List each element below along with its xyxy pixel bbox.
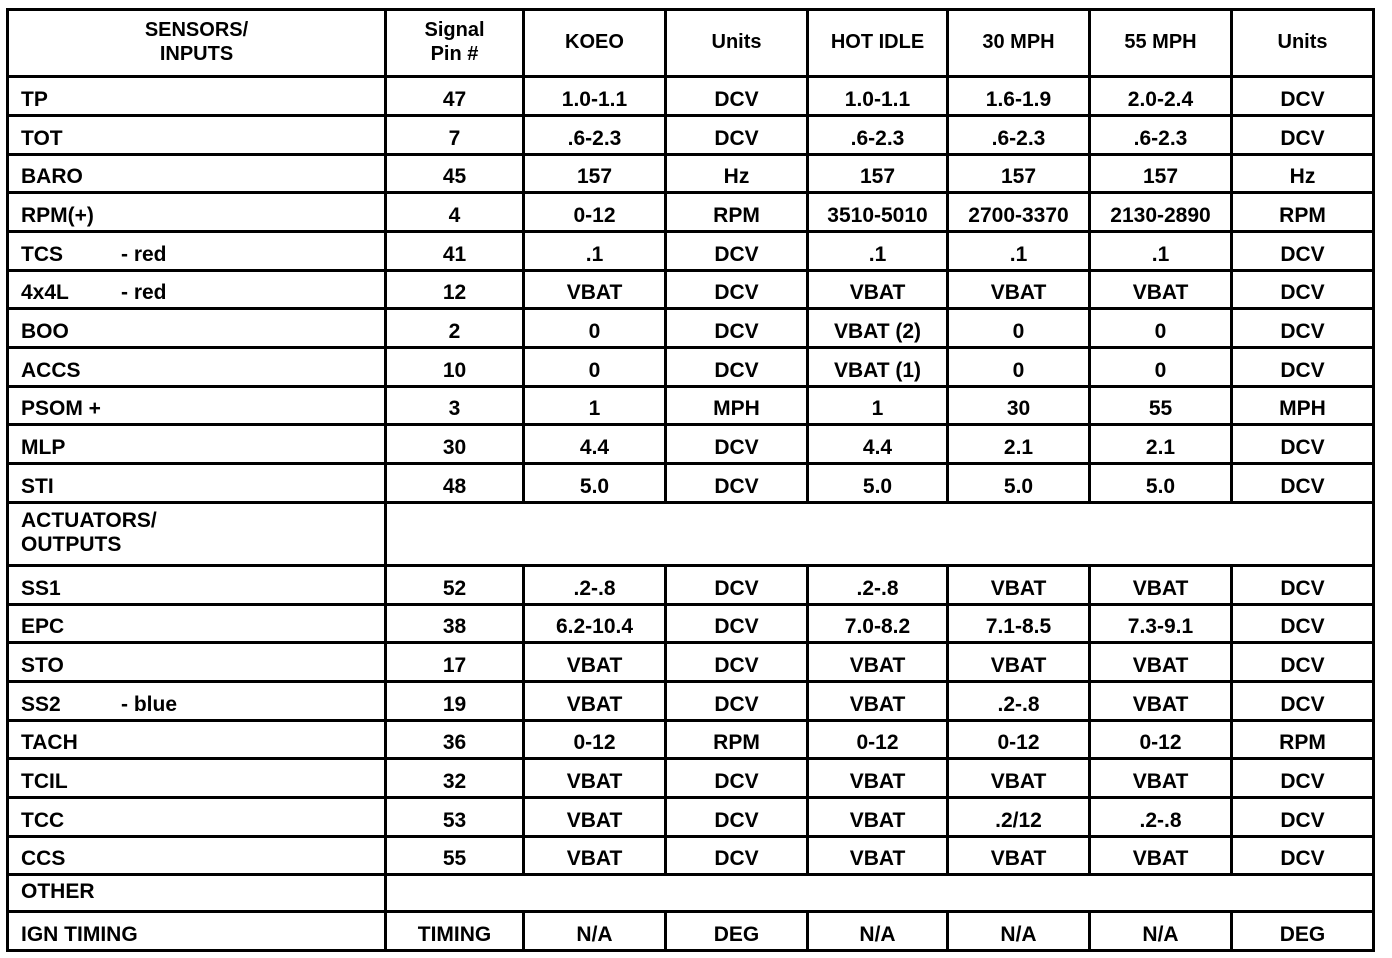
table-row [8, 309, 1374, 348]
mph55-cell: 5.0 [1090, 464, 1232, 503]
koeo-cell: .2-.8 [524, 565, 666, 604]
units-cell: DCV [666, 270, 808, 309]
row-label-wrap [21, 923, 384, 947]
koeo-cell: .1 [524, 231, 666, 270]
table-row [8, 386, 1374, 425]
hot-idle-cell: 157 [808, 154, 948, 193]
row-name: TCC [21, 808, 65, 832]
units-cell-2: DCV [1232, 681, 1374, 720]
units-cell: DCV [666, 348, 808, 387]
table-row [8, 77, 1374, 116]
mph55-cell: VBAT [1090, 270, 1232, 309]
hot-idle-cell: .2-.8 [808, 565, 948, 604]
row-name: TOT [21, 126, 63, 150]
koeo-cell: VBAT [524, 798, 666, 837]
units-cell: DCV [666, 77, 808, 116]
units-cell: DCV [666, 425, 808, 464]
table-body [8, 10, 1374, 951]
koeo-cell: VBAT [524, 836, 666, 875]
table-row [8, 115, 1374, 154]
mph55-cell: 7.3-9.1 [1090, 604, 1232, 643]
row-label-cell [8, 425, 386, 464]
row-label-wrap [21, 847, 384, 871]
koeo-cell: 6.2-10.4 [524, 604, 666, 643]
units-cell: RPM [666, 193, 808, 232]
units-header-1: Units [666, 10, 808, 77]
row-wire-note: - red [121, 281, 167, 305]
row-label-cell [8, 115, 386, 154]
row-name: TCIL [21, 770, 68, 794]
row-label-cell [8, 643, 386, 682]
row-label-cell [8, 77, 386, 116]
signal-pin-header [386, 10, 524, 77]
mph55-cell: VBAT [1090, 643, 1232, 682]
mph30-cell: 5.0 [948, 464, 1090, 503]
row-label-wrap [21, 809, 384, 833]
units-cell-2: DCV [1232, 565, 1374, 604]
mph30-cell: .1 [948, 231, 1090, 270]
row-name: 4x4L [21, 281, 69, 305]
mph55-header: 55 MPH [1090, 10, 1232, 77]
row-label-cell [8, 309, 386, 348]
signal-pin-cell: 3 [386, 386, 524, 425]
units-cell: DCV [666, 759, 808, 798]
row-name: MLP [21, 436, 66, 460]
koeo-cell: 0 [524, 348, 666, 387]
hot-idle-cell: N/A [808, 912, 948, 951]
units-cell-2: DCV [1232, 464, 1374, 503]
other-section-title [8, 875, 386, 912]
row-name: PSOM + [21, 397, 101, 421]
hot-idle-cell: 7.0-8.2 [808, 604, 948, 643]
table-row [8, 836, 1374, 875]
hot-idle-cell: 0-12 [808, 720, 948, 759]
row-label-wrap [21, 615, 384, 639]
hot-idle-cell: 3510-5010 [808, 193, 948, 232]
table-row [8, 348, 1374, 387]
mph30-cell: VBAT [948, 270, 1090, 309]
koeo-cell: VBAT [524, 681, 666, 720]
row-name: CCS [21, 847, 66, 871]
koeo-cell: VBAT [524, 759, 666, 798]
units-header-2: Units [1232, 10, 1374, 77]
units-cell: MPH [666, 386, 808, 425]
table-row [8, 720, 1374, 759]
row-label-cell [8, 348, 386, 387]
koeo-cell: 5.0 [524, 464, 666, 503]
koeo-cell: 0 [524, 309, 666, 348]
mph55-cell: 2130-2890 [1090, 193, 1232, 232]
hot-idle-cell: VBAT [808, 798, 948, 837]
koeo-cell: N/A [524, 912, 666, 951]
row-label-wrap [21, 475, 384, 499]
koeo-cell: 1.0-1.1 [524, 77, 666, 116]
row-label-cell [8, 720, 386, 759]
signal-pin-cell: 47 [386, 77, 524, 116]
mph55-cell: 2.1 [1090, 425, 1232, 464]
row-label-cell [8, 154, 386, 193]
row-name: STO [21, 653, 64, 677]
signal-header-line2: Pin # [430, 43, 479, 66]
koeo-cell: VBAT [524, 643, 666, 682]
table-row [8, 798, 1374, 837]
row-label-wrap [21, 397, 384, 421]
mph30-cell: 1.6-1.9 [948, 77, 1090, 116]
row-label-wrap [21, 243, 384, 267]
signal-pin-cell: 17 [386, 643, 524, 682]
units-cell-2: DEG [1232, 912, 1374, 951]
other-section-blank [386, 875, 1374, 912]
signal-pin-cell: 41 [386, 231, 524, 270]
mph55-cell: N/A [1090, 912, 1232, 951]
units-cell: DCV [666, 798, 808, 837]
row-label-cell [8, 270, 386, 309]
sensor-spec-table [6, 8, 1375, 952]
row-label-cell [8, 231, 386, 270]
row-name: TCS [21, 242, 63, 266]
units-cell-2: DCV [1232, 759, 1374, 798]
row-label-wrap [21, 204, 384, 228]
signal-pin-cell: 52 [386, 565, 524, 604]
signal-pin-cell: 36 [386, 720, 524, 759]
units-cell-2: DCV [1232, 836, 1374, 875]
mph55-cell: VBAT [1090, 565, 1232, 604]
mph30-cell: 0-12 [948, 720, 1090, 759]
row-label-wrap [21, 577, 384, 601]
actuators-title-line2: OUTPUTS [21, 532, 122, 556]
units-cell-2: RPM [1232, 720, 1374, 759]
table-row [8, 912, 1374, 951]
signal-pin-cell: 19 [386, 681, 524, 720]
table-row [8, 231, 1374, 270]
row-name: BOO [21, 320, 69, 344]
hot-idle-cell: VBAT [808, 681, 948, 720]
row-label-wrap [21, 127, 384, 151]
mph55-cell: 55 [1090, 386, 1232, 425]
koeo-cell: 1 [524, 386, 666, 425]
row-label-wrap [21, 165, 384, 189]
mph30-cell: 0 [948, 348, 1090, 387]
hot-idle-cell: VBAT (2) [808, 309, 948, 348]
signal-pin-cell: 38 [386, 604, 524, 643]
row-label-cell [8, 759, 386, 798]
signal-pin-cell: 30 [386, 425, 524, 464]
units-cell-2: Hz [1232, 154, 1374, 193]
row-label-cell [8, 464, 386, 503]
koeo-cell: VBAT [524, 270, 666, 309]
units-cell: DCV [666, 115, 808, 154]
mph30-cell: VBAT [948, 565, 1090, 604]
row-label-wrap [21, 436, 384, 460]
koeo-cell: .6-2.3 [524, 115, 666, 154]
hot-idle-cell: .6-2.3 [808, 115, 948, 154]
actuators-section-title [8, 502, 386, 565]
signal-pin-cell: 45 [386, 154, 524, 193]
other-title-line1: OTHER [21, 880, 95, 904]
koeo-cell: 157 [524, 154, 666, 193]
row-label-wrap [21, 770, 384, 794]
units-cell: DCV [666, 836, 808, 875]
hot-idle-cell: 5.0 [808, 464, 948, 503]
row-label-wrap [21, 359, 384, 383]
signal-pin-cell: 4 [386, 193, 524, 232]
mph30-cell: VBAT [948, 643, 1090, 682]
row-name: IGN TIMING [21, 923, 138, 946]
units-cell: DCV [666, 565, 808, 604]
header-row [8, 10, 1374, 77]
units-cell: RPM [666, 720, 808, 759]
row-wire-note: - blue [121, 692, 177, 716]
row-name: TACH [21, 731, 78, 755]
mph30-header: 30 MPH [948, 10, 1090, 77]
units-cell: DEG [666, 912, 808, 951]
units-cell-2: MPH [1232, 386, 1374, 425]
mph30-cell: N/A [948, 912, 1090, 951]
units-cell-2: DCV [1232, 425, 1374, 464]
row-label-cell [8, 912, 386, 951]
table-row [8, 154, 1374, 193]
row-label-cell [8, 604, 386, 643]
koeo-cell: 4.4 [524, 425, 666, 464]
hot-idle-cell: VBAT [808, 836, 948, 875]
sensors-inputs-header [8, 10, 386, 77]
row-label-cell [8, 681, 386, 720]
signal-header-line1: Signal [424, 19, 485, 42]
mph55-cell: VBAT [1090, 681, 1232, 720]
mph30-cell: .2/12 [948, 798, 1090, 837]
mph55-cell: .1 [1090, 231, 1232, 270]
signal-pin-cell: TIMING [386, 912, 524, 951]
units-cell-2: DCV [1232, 115, 1374, 154]
sensors-header-line2: INPUTS [159, 43, 234, 66]
row-label-wrap [21, 320, 384, 344]
mph30-cell: .2-.8 [948, 681, 1090, 720]
mph55-cell: 0-12 [1090, 720, 1232, 759]
row-wire-note: - red [121, 242, 167, 266]
table-row [8, 193, 1374, 232]
row-name: SS2 [21, 692, 61, 716]
koeo-cell: 0-12 [524, 193, 666, 232]
row-name: RPM(+) [21, 203, 94, 227]
mph30-cell: 2.1 [948, 425, 1090, 464]
table-row [8, 464, 1374, 503]
table-row [8, 565, 1374, 604]
row-label-cell [8, 193, 386, 232]
mph55-cell: VBAT [1090, 759, 1232, 798]
signal-pin-cell: 53 [386, 798, 524, 837]
hot-idle-cell: 1.0-1.1 [808, 77, 948, 116]
units-cell-2: DCV [1232, 348, 1374, 387]
units-cell: DCV [666, 309, 808, 348]
units-cell: DCV [666, 681, 808, 720]
units-cell: DCV [666, 643, 808, 682]
units-cell: DCV [666, 604, 808, 643]
hot-idle-cell: VBAT [808, 270, 948, 309]
row-name: TP [21, 87, 48, 111]
table-row [8, 425, 1374, 464]
mph30-cell: 7.1-8.5 [948, 604, 1090, 643]
other-section-row [8, 875, 1374, 912]
table-row [8, 604, 1374, 643]
actuators-title-line1: ACTUATORS/ [21, 508, 157, 532]
koeo-header: KOEO [524, 10, 666, 77]
units-cell-2: DCV [1232, 643, 1374, 682]
signal-pin-cell: 48 [386, 464, 524, 503]
mph55-cell: .6-2.3 [1090, 115, 1232, 154]
units-cell-2: DCV [1232, 309, 1374, 348]
hot-idle-cell: 4.4 [808, 425, 948, 464]
hot-idle-cell: VBAT (1) [808, 348, 948, 387]
hot-idle-cell: VBAT [808, 643, 948, 682]
row-name: ACCS [21, 358, 81, 382]
table-row [8, 270, 1374, 309]
row-label-cell [8, 836, 386, 875]
signal-pin-cell: 55 [386, 836, 524, 875]
row-name: STI [21, 474, 54, 498]
mph30-cell: 2700-3370 [948, 193, 1090, 232]
row-name: EPC [21, 615, 65, 639]
mph55-cell: VBAT [1090, 836, 1232, 875]
table-row [8, 681, 1374, 720]
signal-pin-cell: 2 [386, 309, 524, 348]
mph55-cell: .2-.8 [1090, 798, 1232, 837]
hot-idle-cell: 1 [808, 386, 948, 425]
hot-idle-cell: VBAT [808, 759, 948, 798]
table-row [8, 643, 1374, 682]
mph30-cell: 157 [948, 154, 1090, 193]
units-cell-2: DCV [1232, 798, 1374, 837]
row-label-wrap [21, 88, 384, 112]
units-cell: Hz [666, 154, 808, 193]
actuators-section-blank [386, 502, 1374, 565]
mph30-cell: 0 [948, 309, 1090, 348]
units-cell: DCV [666, 464, 808, 503]
mph55-cell: 0 [1090, 348, 1232, 387]
hot-idle-header: HOT IDLE [808, 10, 948, 77]
signal-pin-cell: 7 [386, 115, 524, 154]
units-cell-2: RPM [1232, 193, 1374, 232]
row-name: SS1 [21, 576, 61, 600]
units-cell-2: DCV [1232, 231, 1374, 270]
mph30-cell: 30 [948, 386, 1090, 425]
hot-idle-cell: .1 [808, 231, 948, 270]
units-cell: DCV [666, 231, 808, 270]
row-label-wrap [21, 654, 384, 678]
row-label-cell [8, 386, 386, 425]
mph55-cell: 157 [1090, 154, 1232, 193]
units-cell-2: DCV [1232, 270, 1374, 309]
signal-pin-cell: 10 [386, 348, 524, 387]
row-name: BARO [21, 165, 83, 189]
table-row [8, 759, 1374, 798]
signal-pin-cell: 32 [386, 759, 524, 798]
actuators-section-row [8, 502, 1374, 565]
sensors-header-line1: SENSORS/ [144, 19, 249, 42]
mph55-cell: 2.0-2.4 [1090, 77, 1232, 116]
units-cell-2: DCV [1232, 77, 1374, 116]
row-label-cell [8, 565, 386, 604]
mph30-cell: .6-2.3 [948, 115, 1090, 154]
row-label-cell [8, 798, 386, 837]
mph30-cell: VBAT [948, 759, 1090, 798]
row-label-wrap [21, 731, 384, 755]
row-label-wrap [21, 693, 384, 717]
row-label-wrap [21, 281, 384, 305]
mph30-cell: VBAT [948, 836, 1090, 875]
units-cell-2: DCV [1232, 604, 1374, 643]
mph55-cell: 0 [1090, 309, 1232, 348]
koeo-cell: 0-12 [524, 720, 666, 759]
signal-pin-cell: 12 [386, 270, 524, 309]
